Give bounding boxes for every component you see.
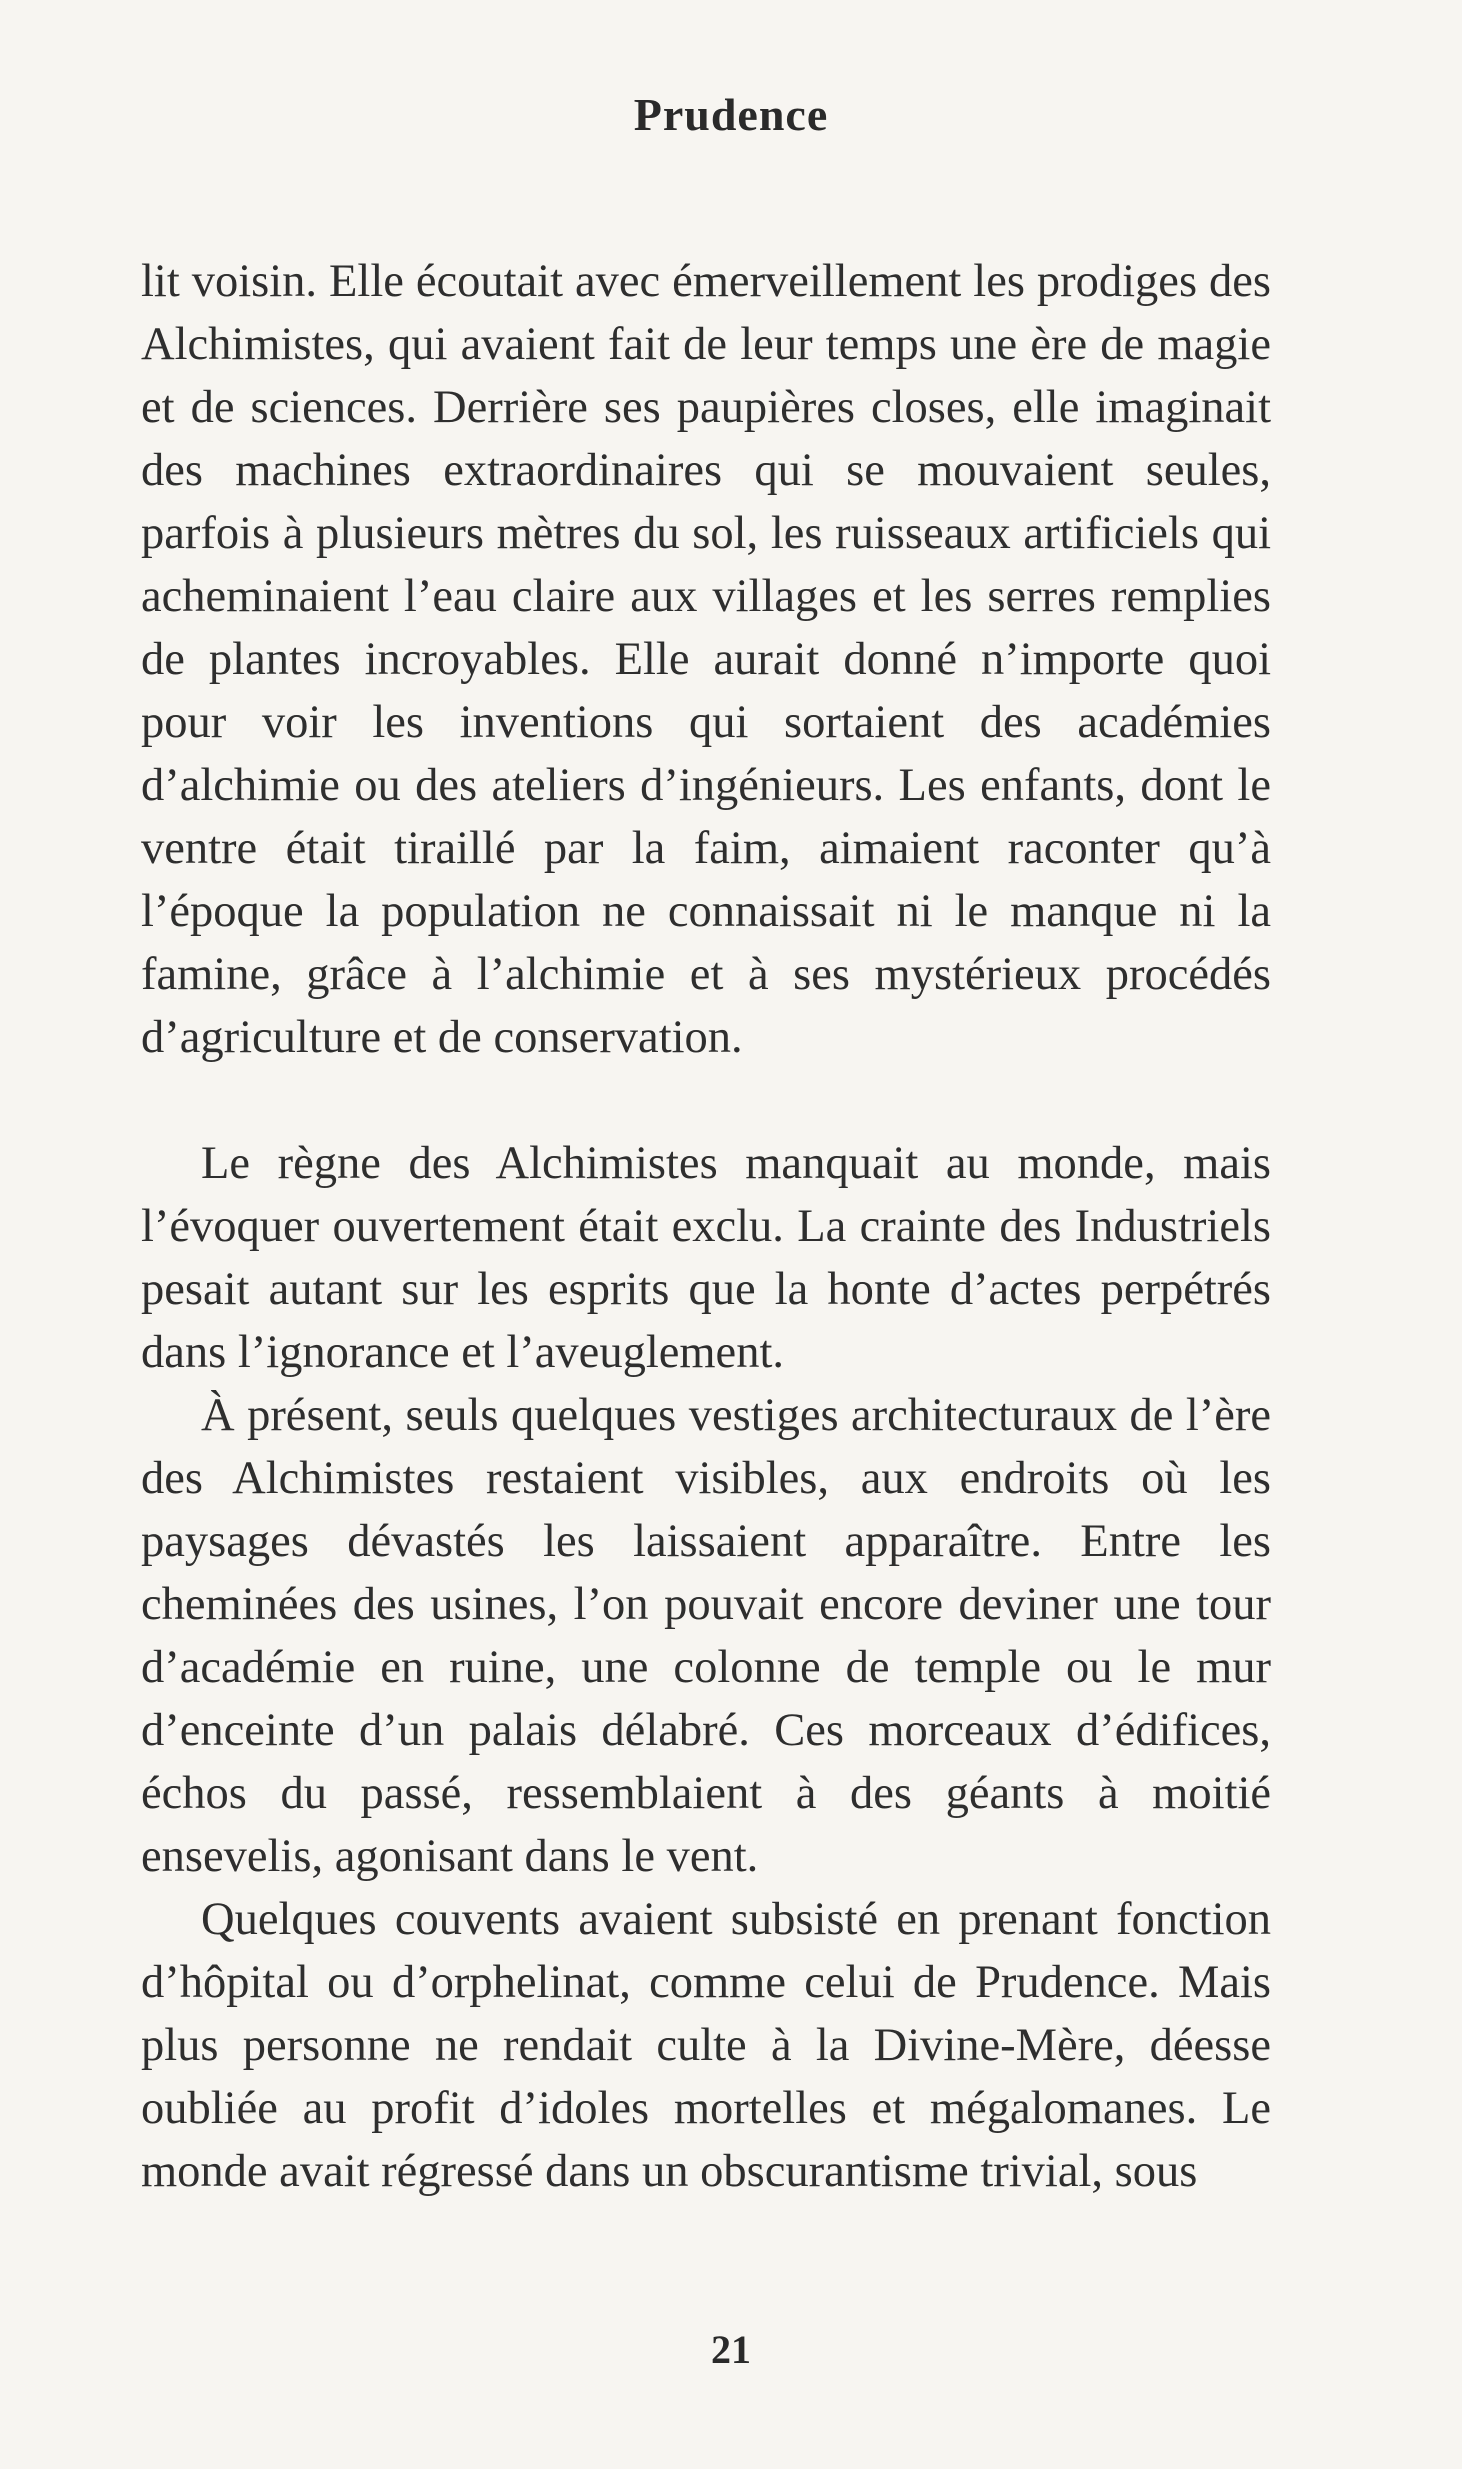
paragraph-architectural-vestiges: À présent, seuls quelques vestiges architecturaux de l’ère des Alchimistes restaient visibles, aux endroits où les paysages dévastés les laissaient apparaître. Entre les cheminées des usines, l’on pouvait encore deviner une tour d’académie en ruine, une colonne de temple ou le mur d’enceinte d’un palais délabré. Ces morceaux d’édifices, échos du passé, ressemblaient à des géants à moitié ensevelis, agonisant dans le vent. [141,1390,1271,1882]
page-number: 21 [711,2327,751,2372]
paragraph-alchemists-reign: Le règne des Alchimistes manquait au monde, mais l’évoquer ouvertement était exclu. La crainte des Industriels pesait autant sur les esprits que la honte d’actes perpétrés dans l’ignorance et l’aveuglement. [141,1138,1271,1378]
running-head: Prudence [633,89,829,140]
body-text [141,250,1271,2203]
paragraph-continuation: lit voisin. Elle écoutait avec émerveillement les prodiges des Alchimistes, qui avaient fait de leur temps une ère de magie et de sciences. Derrière ses paupières closes, elle imaginait des machines extraordinaires qui se mouvaient seules, parfois à plusieurs mètres du sol, les ruisseaux artificiels qui acheminaient l’eau claire aux villages et les serres remplies de plantes incroyables. Elle aurait donné n’importe quoi pour voir les inventions qui sortaient des académies d’alchimie ou des ateliers d’ingénieurs. Les enfants, dont le ventre était tiraillé par la faim, aimaient raconter qu’à l’époque la population ne connaissait ni le manque ni la famine, grâce à l’alchimie et à ses mystérieux procédés d’agriculture et de conservation. [141,256,1271,1063]
paragraph-convents: Quelques couvents avaient subsisté en prenant fonction d’hôpital ou d’orphelinat, comme celui de Prudence. Mais plus personne ne rendait culte à la Divine-Mère, déesse oubliée au profit d’idoles mortelles et mégalomanes. Le monde avait régressé dans un obscurantisme trivial, sous [141,1894,1271,2197]
